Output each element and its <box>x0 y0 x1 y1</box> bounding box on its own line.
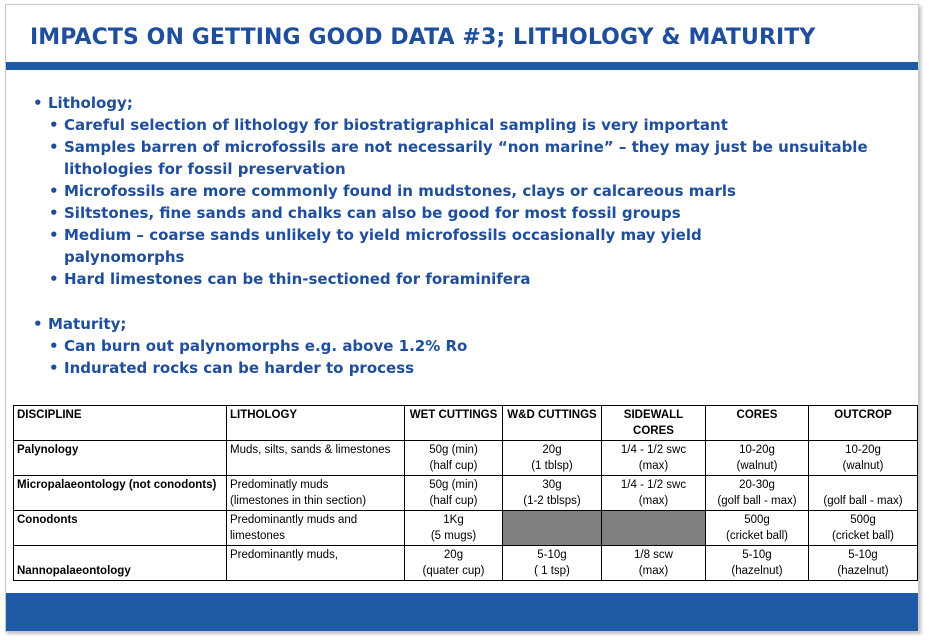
slide-title: IMPACTS ON GETTING GOOD DATA #3; LITHOLOGY & MATURITY <box>30 25 816 50</box>
sidewall-cores-cell: 1/4 - 1/2 swc (max) <box>602 476 706 511</box>
cores-cell: 10-20g (walnut) <box>706 441 809 476</box>
slide <box>5 4 919 632</box>
footer-bar <box>6 593 918 631</box>
table-row <box>14 546 918 581</box>
table-row <box>14 476 918 511</box>
wd-cuttings-cell: 20g (1 tblsp) <box>503 441 602 476</box>
bullet-maturity-heading: • Maturity; <box>26 313 826 335</box>
outcrop-cell: 10-20g (walnut) <box>809 441 918 476</box>
sidewall-cores-cell: 1/8 scw (max) <box>602 546 706 581</box>
cores-cell: 5-10g (hazelnut) <box>706 546 809 581</box>
wet-cuttings-cell: 1Kg (5 mugs) <box>405 511 503 546</box>
bullet-lithology-point: • Hard limestones can be thin-sectioned for foraminifera <box>26 268 826 290</box>
header-outcrop: OUTCROP <box>809 406 918 441</box>
lithology-cell: Muds, silts, sands & limestones <box>227 441 405 476</box>
lithology-cell: Predominatly muds (limestones in thin section) <box>227 476 405 511</box>
discipline-cell: Nannopalaeontology <box>14 546 227 581</box>
header-lithology: LITHOLOGY <box>227 406 405 441</box>
table-row <box>14 511 918 546</box>
bullet-maturity-point: • Indurated rocks can be harder to process <box>26 357 826 379</box>
outcrop-cell: (golf ball - max) <box>809 476 918 511</box>
bullet-lithology-point <box>26 136 868 180</box>
bullet-lithology-point: • Careful selection of lithology for biostratigraphical sampling is very important <box>26 114 826 136</box>
header-wd-cuttings: W&D CUTTINGS <box>503 406 602 441</box>
outcrop-cell: 500g (cricket ball) <box>809 511 918 546</box>
sidewall-cores-cell-greyed <box>602 511 706 546</box>
table-header-row <box>14 406 918 441</box>
wd-cuttings-cell: 5-10g ( 1 tsp) <box>503 546 602 581</box>
sidewall-cores-cell: 1/4 - 1/2 swc (max) <box>602 441 706 476</box>
bullet-lithology-point: • Medium – coarse sands unlikely to yield microfossils occasionally may yield palynomorphs <box>26 224 826 268</box>
title-underline-bar <box>6 62 918 70</box>
lithology-cell: Predominantly muds and limestones <box>227 511 405 546</box>
discipline-cell: Palynology <box>14 441 227 476</box>
discipline-cell: Micropalaeontology (not conodonts) <box>14 476 227 511</box>
wet-cuttings-cell: 50g (min) (half cup) <box>405 441 503 476</box>
wet-cuttings-cell: 50g (min) (half cup) <box>405 476 503 511</box>
table-row <box>14 441 918 476</box>
bullet-lithology-heading: • Lithology; <box>26 92 826 114</box>
bullet-maturity-point: • Can burn out palynomorphs e.g. above 1.2% Ro <box>26 335 826 357</box>
header-sidewall-cores: SIDEWALL CORES <box>602 406 706 441</box>
bullet-line: lithologies for fossil preservation <box>64 160 346 178</box>
outcrop-cell: 5-10g (hazelnut) <box>809 546 918 581</box>
wd-cuttings-cell-greyed <box>503 511 602 546</box>
bullet-list <box>26 92 868 379</box>
discipline-cell: Conodonts <box>14 511 227 546</box>
wet-cuttings-cell: 20g (quater cup) <box>405 546 503 581</box>
bullet-line: • Samples barren of microfossils are not necessarily “non marine” – they may just be unsuitable <box>64 138 868 156</box>
header-discipline: DISCIPLINE <box>14 406 227 441</box>
cores-cell: 500g (cricket ball) <box>706 511 809 546</box>
bullet-lithology-point: • Microfossils are more commonly found in mudstones, clays or calcareous marls <box>26 180 826 202</box>
wd-cuttings-cell: 30g (1-2 tblsps) <box>503 476 602 511</box>
header-cores: CORES <box>706 406 809 441</box>
bullet-lithology-point: • Siltstones, fine sands and chalks can also be good for most fossil groups <box>26 202 826 224</box>
lithology-cell: Predominantly muds, <box>227 546 405 581</box>
header-wet-cuttings: WET CUTTINGS <box>405 406 503 441</box>
sample-size-table <box>13 405 918 581</box>
cores-cell: 20-30g (golf ball - max) <box>706 476 809 511</box>
